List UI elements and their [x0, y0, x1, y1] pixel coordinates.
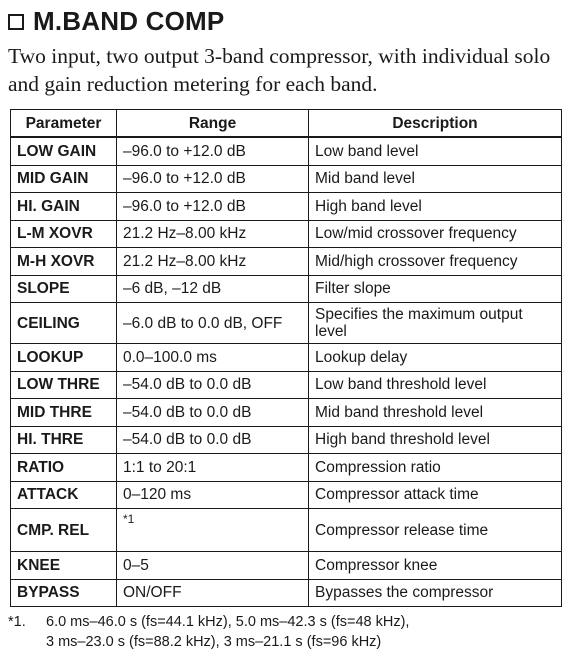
footnote	[8, 612, 564, 652]
range-cell: 0–120 ms	[117, 481, 309, 509]
description-cell: Compressor knee	[309, 552, 562, 580]
parameter-cell: RATIO	[11, 454, 117, 482]
parameter-cell: ATTACK	[11, 481, 117, 509]
description-cell: Specifies the maximum output level	[309, 303, 562, 344]
footnote-line-2: 3 ms–23.0 s (fs=88.2 kHz), 3 ms–21.1 s (fs=96 kHz)	[46, 634, 382, 650]
table-row	[11, 426, 562, 454]
range-cell: –96.0 to +12.0 dB	[117, 193, 309, 221]
table-row	[11, 371, 562, 399]
description-cell: Filter slope	[309, 275, 562, 303]
parameter-cell: BYPASS	[11, 579, 117, 607]
table-row	[11, 399, 562, 427]
table-row	[11, 552, 562, 580]
table-header-row	[11, 110, 562, 138]
column-header-range: Range	[117, 110, 309, 138]
parameter-cell: SLOPE	[11, 275, 117, 303]
column-header-parameter: Parameter	[11, 110, 117, 138]
description-cell: Bypasses the compressor	[309, 579, 562, 607]
table-row	[11, 165, 562, 193]
parameter-cell: MID GAIN	[11, 165, 117, 193]
description-cell: Mid band threshold level	[309, 399, 562, 427]
range-cell: –54.0 dB to 0.0 dB	[117, 371, 309, 399]
parameter-cell: L-M XOVR	[11, 220, 117, 248]
range-cell: 0.0–100.0 ms	[117, 344, 309, 372]
parameter-cell: HI. THRE	[11, 426, 117, 454]
description-cell: Low band level	[309, 137, 562, 165]
description-cell: Low band threshold level	[309, 371, 562, 399]
description-cell: Lookup delay	[309, 344, 562, 372]
table-row	[11, 344, 562, 372]
table-row	[11, 248, 562, 276]
parameter-cell: MID THRE	[11, 399, 117, 427]
parameter-cell: CMP. REL	[11, 509, 117, 552]
parameter-cell: LOW THRE	[11, 371, 117, 399]
range-cell: ON/OFF	[117, 579, 309, 607]
parameter-table	[10, 109, 562, 607]
table-row	[11, 137, 562, 165]
checkbox-bullet-icon	[8, 14, 24, 30]
range-cell: 21.2 Hz–8.00 kHz	[117, 248, 309, 276]
range-cell: –96.0 to +12.0 dB	[117, 137, 309, 165]
description-cell: Compression ratio	[309, 454, 562, 482]
range-cell: –54.0 dB to 0.0 dB	[117, 426, 309, 454]
table-row	[11, 220, 562, 248]
parameter-cell: LOOKUP	[11, 344, 117, 372]
table-row	[11, 193, 562, 221]
range-cell: –6 dB, –12 dB	[117, 275, 309, 303]
table-row	[11, 303, 562, 344]
range-cell: 0–5	[117, 552, 309, 580]
description-cell: Mid band level	[309, 165, 562, 193]
description-cell: Compressor release time	[309, 509, 562, 552]
footnote-marker: *1.	[8, 614, 26, 630]
range-cell: –54.0 dB to 0.0 dB	[117, 399, 309, 427]
description-cell: Compressor attack time	[309, 481, 562, 509]
section-title: M.BAND COMP	[33, 5, 225, 36]
description-cell: High band level	[309, 193, 562, 221]
parameter-cell: CEILING	[11, 303, 117, 344]
parameter-cell: HI. GAIN	[11, 193, 117, 221]
intro-paragraph: Two input, two output 3-band compressor, with individual solo and gain reduction metering for each band.	[8, 44, 551, 96]
table-row	[11, 509, 562, 552]
description-cell: Low/mid crossover frequency	[309, 220, 562, 248]
range-cell: 21.2 Hz–8.00 kHz	[117, 220, 309, 248]
range-cell: –6.0 dB to 0.0 dB, OFF	[117, 303, 309, 344]
table-row	[11, 481, 562, 509]
parameter-cell: KNEE	[11, 552, 117, 580]
column-header-description: Description	[309, 110, 562, 138]
footnote-line-1	[8, 612, 564, 632]
range-cell-footnote-ref: *1	[117, 509, 309, 552]
section-heading	[8, 4, 224, 38]
parameter-cell: LOW GAIN	[11, 137, 117, 165]
range-cell: 1:1 to 20:1	[117, 454, 309, 482]
parameter-cell: M-H XOVR	[11, 248, 117, 276]
table-row	[11, 454, 562, 482]
description-cell: Mid/high crossover frequency	[309, 248, 562, 276]
range-cell: –96.0 to +12.0 dB	[117, 165, 309, 193]
description-cell: High band threshold level	[309, 426, 562, 454]
table-row	[11, 275, 562, 303]
table-row	[11, 579, 562, 607]
footnote-text-1: 6.0 ms–46.0 s (fs=44.1 kHz), 5.0 ms–42.3 s (fs=48 kHz),	[46, 614, 410, 630]
